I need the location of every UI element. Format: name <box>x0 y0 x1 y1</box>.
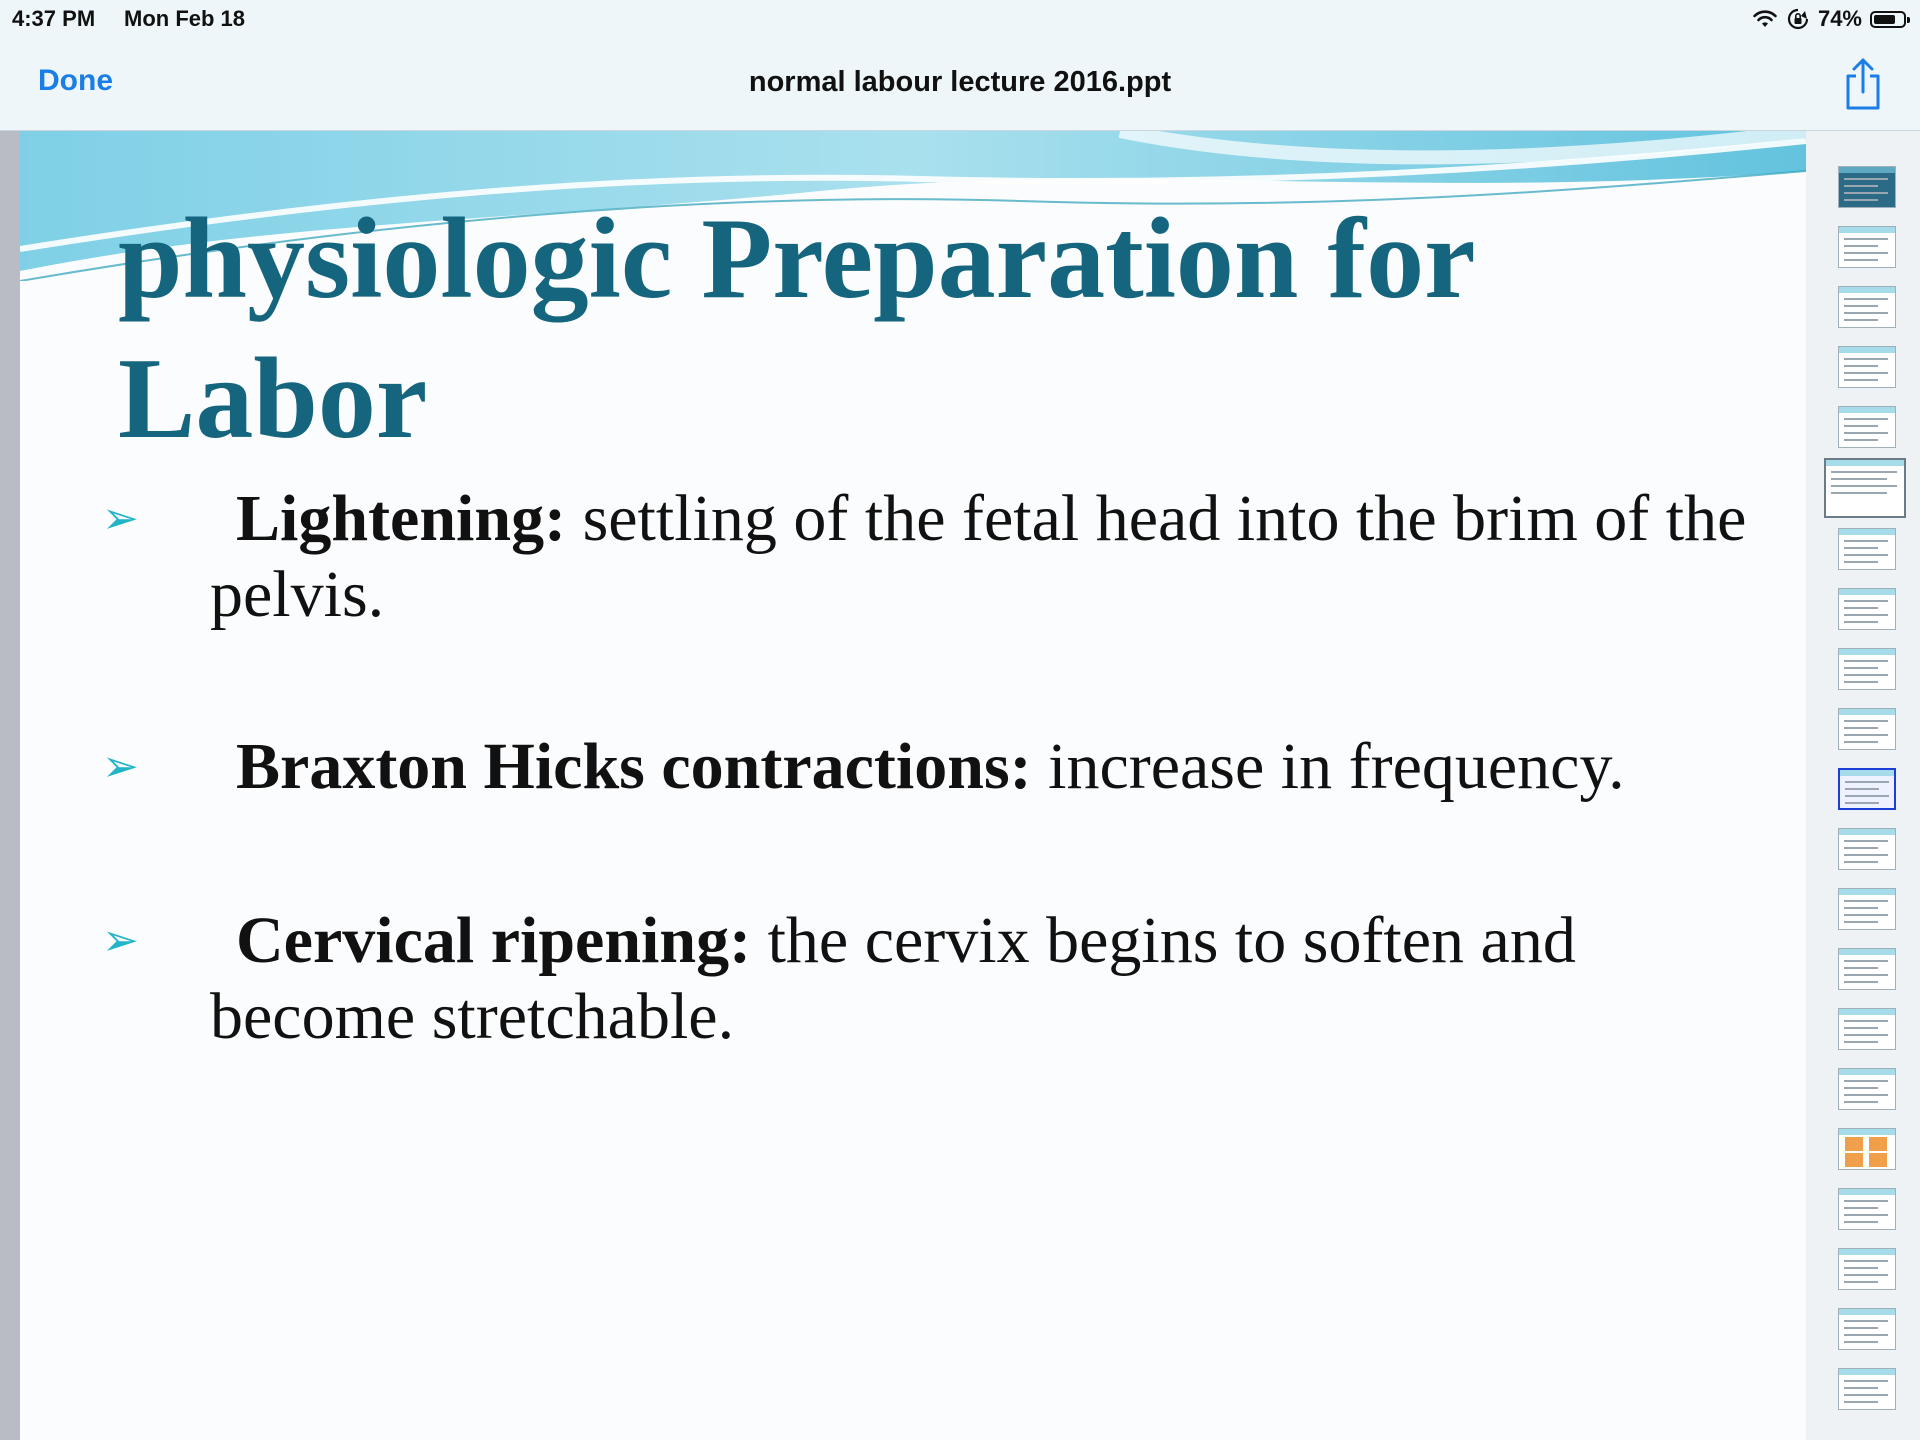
status-time: 4:37 PM <box>12 6 96 31</box>
thumbnail-text-line <box>1844 1101 1878 1103</box>
thumbnail-text-line <box>1845 788 1879 790</box>
bullet-item <box>82 481 1782 633</box>
thumbnail-text-line <box>1831 478 1887 480</box>
thumbnail-text-line <box>1844 1214 1888 1216</box>
thumbnail-text-line <box>1844 720 1888 722</box>
status-bar <box>0 0 1920 38</box>
bullet-description: increase in frequency. <box>1031 730 1625 803</box>
thumbnail-header-band <box>1839 949 1895 955</box>
thumbnail-text-line <box>1844 298 1888 300</box>
battery-icon <box>1870 11 1906 28</box>
slide-thumbnail[interactable] <box>1838 588 1896 630</box>
thumbnail-text-line <box>1844 854 1888 856</box>
document-title: normal labour lecture 2016.ppt <box>748 66 1172 98</box>
thumbnail-header-band <box>1839 167 1895 173</box>
thumbnail-text-line <box>1844 372 1888 374</box>
bullet-term: Lightening: <box>236 482 567 555</box>
battery-nub <box>1907 17 1910 23</box>
thumbnail-text-line <box>1844 660 1888 662</box>
thumbnail-text-line <box>1844 547 1878 549</box>
thumbnail-text-line <box>1844 1080 1888 1082</box>
bullet-description: the cervix begins to soften and become stretchable. <box>210 904 1576 1053</box>
slide-thumbnail[interactable] <box>1838 286 1896 328</box>
thumbnail-header-band <box>1839 829 1895 835</box>
bullet-term: Braxton Hicks contractions: <box>236 730 1032 803</box>
thumbnail-text-line <box>1844 921 1878 923</box>
thumbnail-text-line <box>1844 1274 1888 1276</box>
thumbnail-header-band <box>1839 709 1895 715</box>
thumbnail-text-line <box>1844 1380 1888 1382</box>
slide-thumbnail[interactable] <box>1838 406 1896 448</box>
wifi-icon <box>1752 9 1778 29</box>
thumbnail-text-line <box>1844 1267 1878 1269</box>
slide-thumbnail-rail[interactable] <box>1806 131 1920 1440</box>
bullet-arrow-icon: ➢ <box>102 493 139 544</box>
thumbnail-text-line <box>1844 365 1878 367</box>
slide-thumbnail[interactable] <box>1838 768 1896 810</box>
thumbnail-header-band <box>1839 529 1895 535</box>
slide-thumbnail[interactable] <box>1838 346 1896 388</box>
thumbnail-text-line <box>1844 681 1878 683</box>
left-gutter <box>0 131 20 1440</box>
battery-percent: 74% <box>1817 6 1862 31</box>
thumbnail-text-line <box>1844 1200 1888 1202</box>
thumbnail-text-line <box>1844 1087 1878 1089</box>
thumbnail-text-line <box>1844 178 1888 180</box>
slide-thumbnail[interactable] <box>1838 528 1896 570</box>
slide-thumbnail[interactable] <box>1838 888 1896 930</box>
thumbnail-header-band <box>1839 1249 1895 1255</box>
thumbnail-text-line <box>1844 199 1878 201</box>
thumbnail-text-line <box>1844 1334 1888 1336</box>
share-button[interactable] <box>1840 56 1886 112</box>
thumbnail-header-band <box>1839 889 1895 895</box>
thumbnail-text-line <box>1844 840 1888 842</box>
thumbnail-header-band <box>1839 1069 1895 1075</box>
thumbnail-text-line <box>1844 741 1878 743</box>
thumbnail-text-line <box>1844 1041 1878 1043</box>
thumbnail-text-line <box>1844 1394 1888 1396</box>
thumbnail-text-line <box>1844 379 1878 381</box>
thumbnail-text-line <box>1844 981 1878 983</box>
thumbnail-text-line <box>1844 432 1888 434</box>
thumbnail-text-line <box>1844 252 1888 254</box>
thumbnail-text-line <box>1844 621 1878 623</box>
slide-thumbnail[interactable] <box>1824 458 1906 518</box>
navigation-bar <box>0 38 1920 131</box>
bullet-text <box>210 903 1782 1055</box>
thumbnail-header-band <box>1840 770 1894 776</box>
slide-thumbnail[interactable] <box>1838 1008 1896 1050</box>
thumbnail-text-line <box>1844 540 1888 542</box>
thumbnail-text-line <box>1844 1401 1878 1403</box>
thumbnail-text-line <box>1844 847 1878 849</box>
thumbnail-text-line <box>1845 802 1879 804</box>
bullet-text <box>210 729 1782 805</box>
thumbnail-text-line <box>1844 358 1888 360</box>
thumbnail-text-line <box>1844 245 1878 247</box>
thumbnail-text-line <box>1844 727 1878 729</box>
thumbnail-text-line <box>1844 185 1878 187</box>
thumbnail-text-line <box>1844 1034 1888 1036</box>
thumbnail-header-band <box>1839 1369 1895 1375</box>
thumbnail-text-line <box>1844 900 1888 902</box>
slide-thumbnail[interactable] <box>1838 648 1896 690</box>
thumbnail-header-band <box>1839 227 1895 233</box>
thumbnail-text-line <box>1844 907 1878 909</box>
slide-thumbnail[interactable] <box>1838 1128 1896 1170</box>
thumbnail-text-line <box>1844 967 1878 969</box>
bullet-arrow-icon: ➢ <box>102 741 139 792</box>
slide-thumbnail[interactable] <box>1838 1308 1896 1350</box>
thumbnail-text-line <box>1844 425 1878 427</box>
thumbnail-text-line <box>1844 614 1888 616</box>
thumbnail-text-line <box>1844 259 1878 261</box>
thumbnail-text-line <box>1845 781 1889 783</box>
thumbnail-header-band <box>1839 1129 1895 1135</box>
slide-thumbnail[interactable] <box>1838 226 1896 268</box>
thumbnail-text-line <box>1844 561 1878 563</box>
thumbnail-header-band <box>1839 1309 1895 1315</box>
thumbnail-text-line <box>1844 305 1878 307</box>
slide-thumbnail[interactable] <box>1838 948 1896 990</box>
thumbnail-text-line <box>1844 974 1888 976</box>
thumbnail-header-band <box>1839 1009 1895 1015</box>
slide-thumbnail[interactable] <box>1838 1188 1896 1230</box>
thumbnail-header-band <box>1839 1189 1895 1195</box>
thumbnail-header-band <box>1839 287 1895 293</box>
thumbnail-header-band <box>1839 649 1895 655</box>
bullet-description: settling of the fetal head into the brim of the pelvis. <box>210 482 1747 631</box>
bullet-item <box>82 729 1782 805</box>
thumbnail-text-line <box>1844 960 1888 962</box>
thumbnail-header-band <box>1839 407 1895 413</box>
thumbnail-text-line <box>1831 492 1887 494</box>
thumbnail-image-block <box>1869 1137 1887 1151</box>
thumbnail-text-line <box>1844 1281 1878 1283</box>
thumbnail-header-band <box>1839 589 1895 595</box>
thumbnail-text-line <box>1844 1221 1878 1223</box>
bullet-item <box>82 903 1782 1055</box>
thumbnail-text-line <box>1844 1260 1888 1262</box>
thumbnail-image-block <box>1845 1153 1863 1167</box>
thumbnail-text-line <box>1844 1320 1888 1322</box>
slide-thumbnail[interactable] <box>1838 166 1896 208</box>
bullet-term: Cervical ripening: <box>236 904 752 977</box>
thumbnail-text-line <box>1844 667 1878 669</box>
thumbnail-text-line <box>1844 1020 1888 1022</box>
thumbnail-text-line <box>1844 312 1888 314</box>
thumbnail-text-line <box>1844 914 1888 916</box>
thumbnail-text-line <box>1844 1327 1878 1329</box>
thumbnail-image-block <box>1869 1153 1887 1167</box>
done-button[interactable]: Done <box>38 64 113 97</box>
status-date: Mon Feb 18 <box>124 6 246 31</box>
thumbnail-text-line <box>1844 192 1888 194</box>
orientation-lock-icon <box>1786 7 1810 31</box>
slide-canvas <box>20 131 1806 1440</box>
thumbnail-text-line <box>1844 607 1878 609</box>
thumbnail-text-line <box>1844 861 1878 863</box>
share-icon <box>1840 56 1886 112</box>
thumbnail-header-band <box>1839 347 1895 353</box>
thumbnail-text-line <box>1844 600 1888 602</box>
thumbnail-text-line <box>1844 1387 1878 1389</box>
slide-thumbnail[interactable] <box>1838 828 1896 870</box>
thumbnail-text-line <box>1844 1027 1878 1029</box>
thumbnail-text-line <box>1844 674 1888 676</box>
bullet-text <box>210 481 1782 633</box>
status-indicators <box>1752 5 1906 33</box>
thumbnail-text-line <box>1844 1094 1888 1096</box>
thumbnail-text-line <box>1844 439 1878 441</box>
slide-title: physiologic Preparation for Labor <box>118 195 1474 463</box>
thumbnail-text-line <box>1844 1341 1878 1343</box>
thumbnail-text-line <box>1831 485 1897 487</box>
thumbnail-header-band <box>1826 460 1904 466</box>
thumbnail-text-line <box>1844 1207 1878 1209</box>
thumbnail-text-line <box>1844 554 1888 556</box>
thumbnail-text-line <box>1845 795 1889 797</box>
slide-thumbnail[interactable] <box>1838 1368 1896 1410</box>
thumbnail-text-line <box>1831 471 1897 473</box>
slide-thumbnail[interactable] <box>1838 708 1896 750</box>
slide-thumbnail[interactable] <box>1838 1068 1896 1110</box>
thumbnail-image-block <box>1845 1137 1863 1151</box>
battery-fill <box>1874 15 1895 24</box>
thumbnail-text-line <box>1844 734 1888 736</box>
bullet-arrow-icon: ➢ <box>102 915 139 966</box>
thumbnail-text-line <box>1844 418 1888 420</box>
thumbnail-text-line <box>1844 238 1888 240</box>
slide-thumbnail[interactable] <box>1838 1248 1896 1290</box>
thumbnail-text-line <box>1844 319 1878 321</box>
